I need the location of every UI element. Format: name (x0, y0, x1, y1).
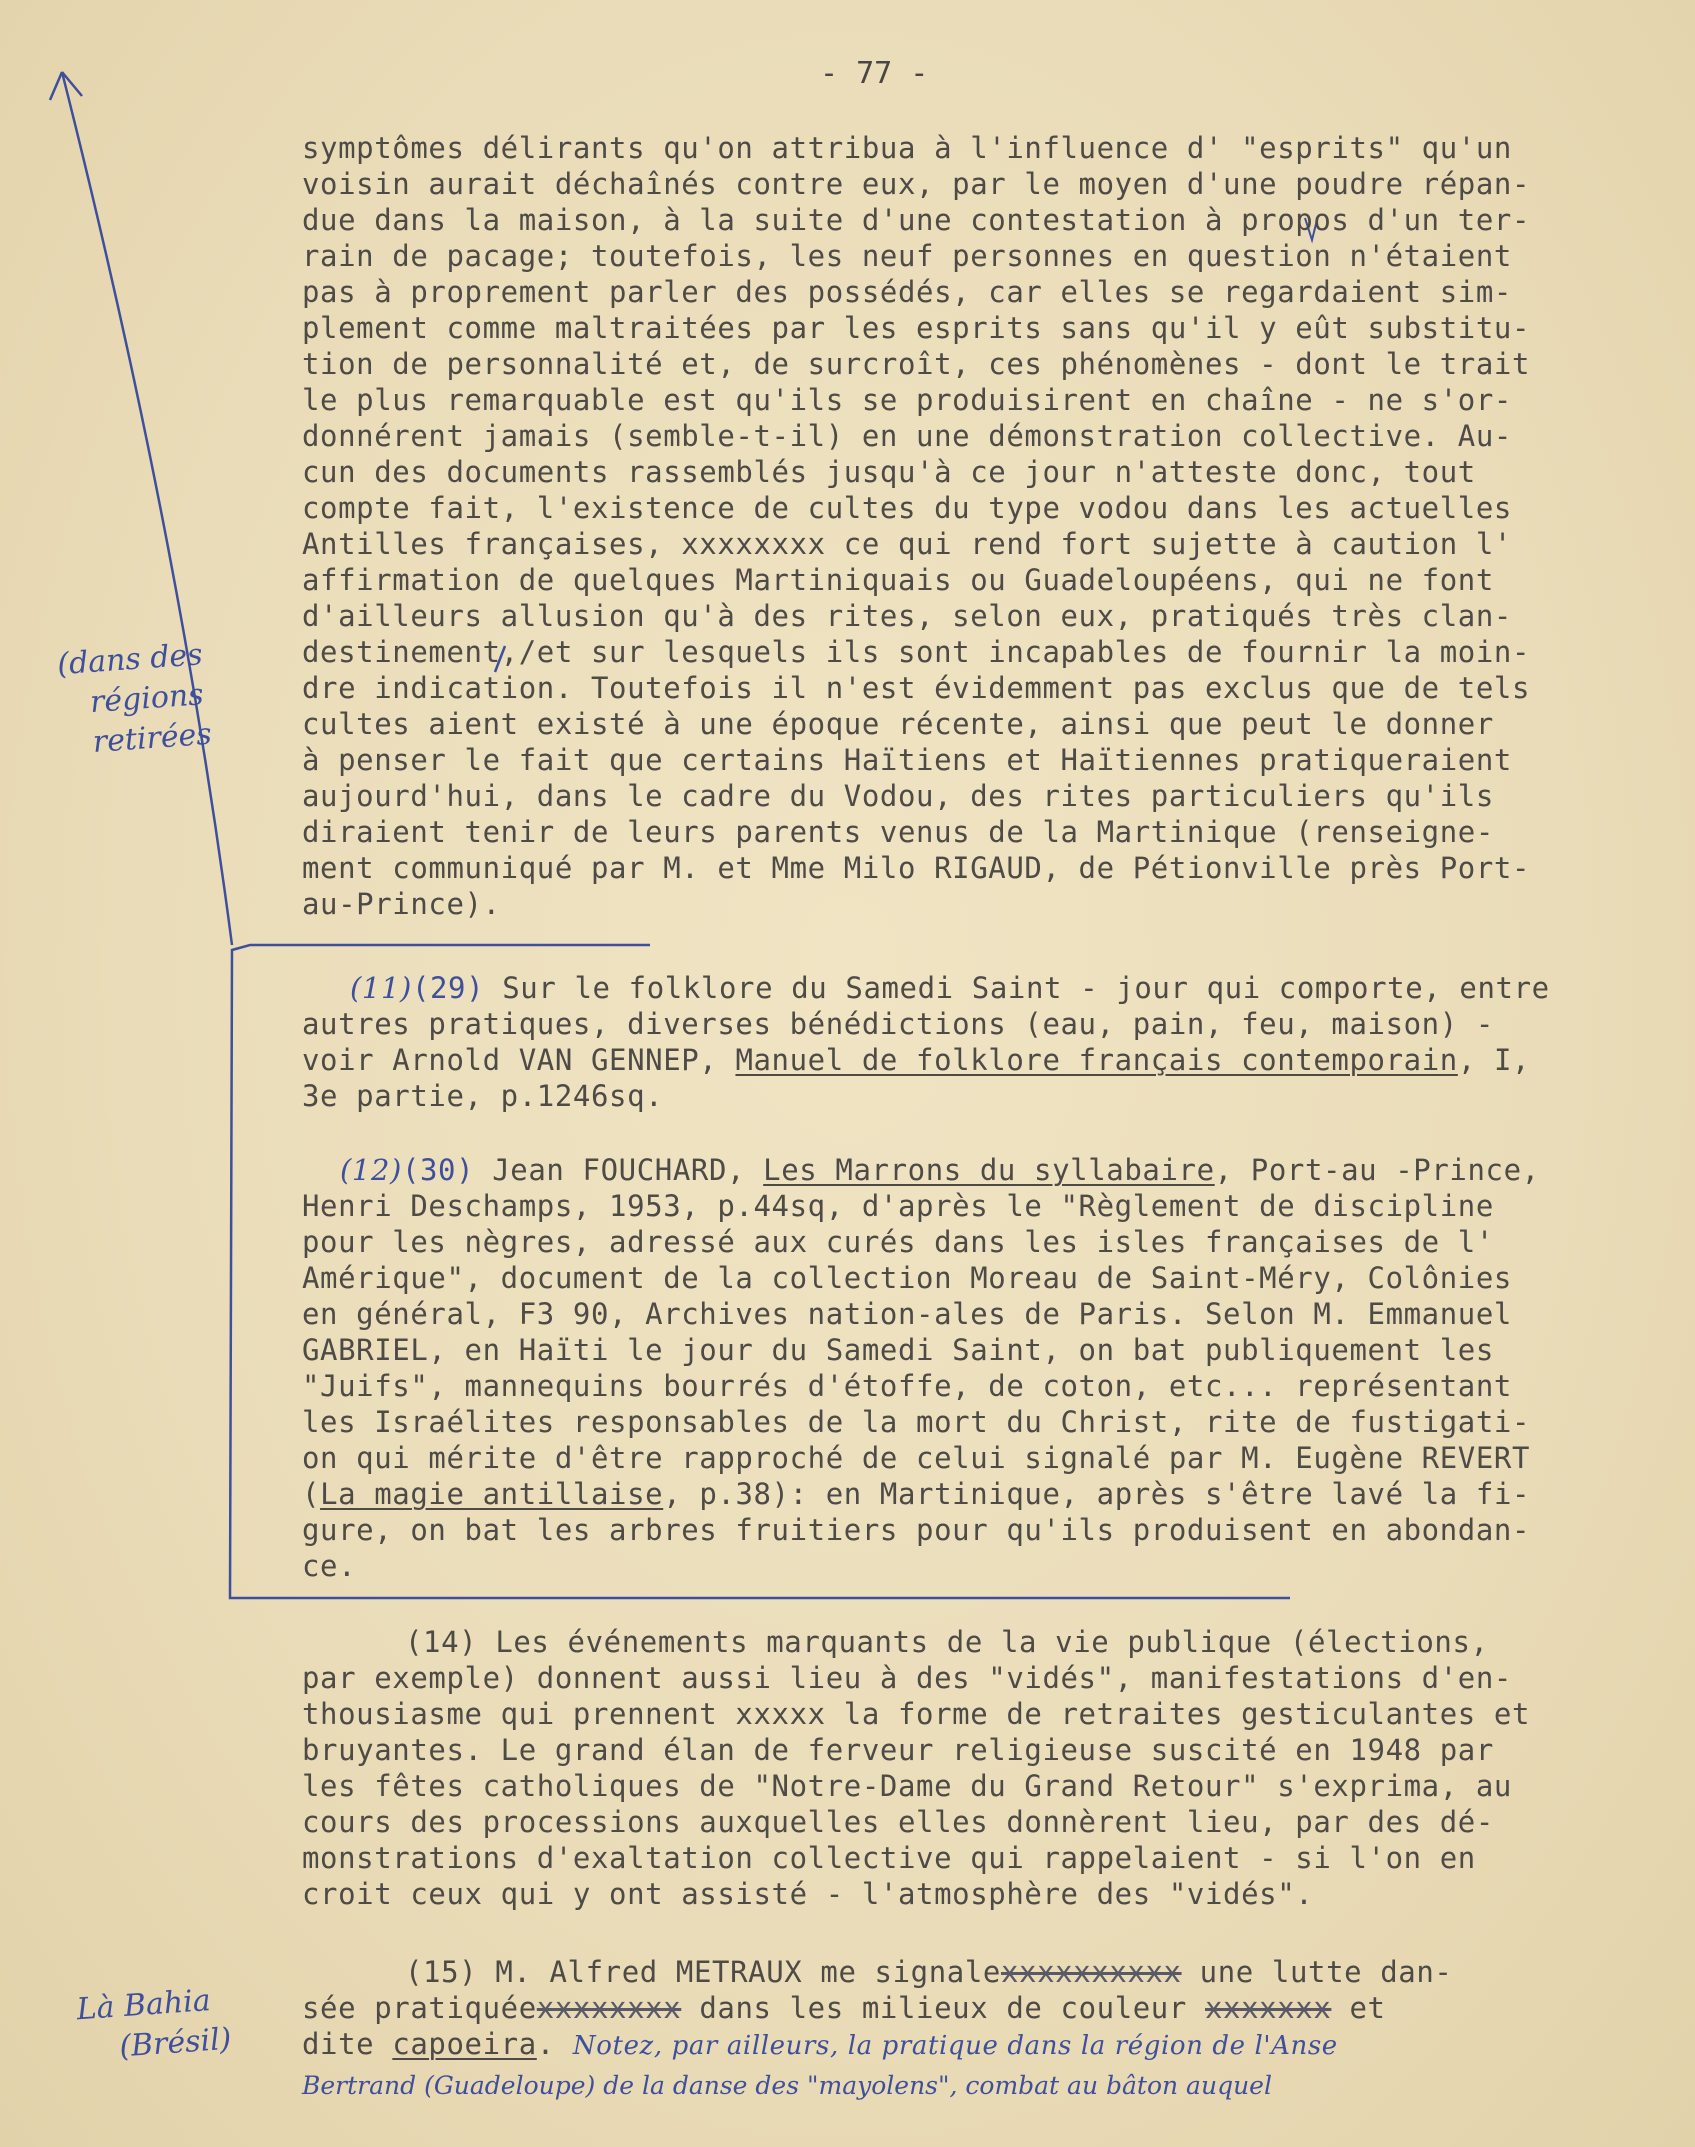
book-title: Les Marrons du syllabaire (763, 1153, 1215, 1187)
text-line: Henri Deschamps, 1953, p.44sq, d'après le "Règlement de discipline (302, 1189, 1494, 1223)
text-line: ment communiqué par M. et Mme Milo RIGAUD, de Pétionville près Port- (302, 851, 1531, 885)
handwritten-addition: Bertrand (Guadeloupe) de la danse des "mayolens", combat au bâton auquel (302, 2071, 1272, 2100)
note-number: (14) (405, 1625, 478, 1659)
text-line: "Juifs", mannequins bourrés d'étoffe, de coton, etc... représentant (302, 1369, 1512, 1403)
text-line: pas à proprement parler des possédés, car elles se regardaient sim- (302, 275, 1512, 309)
text-line: pour les nègres, adressé aux curés dans les isles françaises de l' (302, 1225, 1494, 1259)
term-capoeira: capoeira (392, 2027, 537, 2061)
text-line: compte fait, l'existence de cultes du type vodou dans les actuelles (302, 491, 1512, 525)
text-line: thousiasme qui prennent xxxxx la forme de retraites gesticulantes et (302, 1697, 1531, 1731)
note-number: (29) (411, 971, 485, 1005)
text-line: donnérent jamais (semble-t-il) en une démonstration collective. Au- (302, 419, 1512, 453)
margin-arrow (62, 72, 232, 945)
text-line: par exemple) donnent aussi lieu à des "vidés", manifestations d'en- (302, 1661, 1512, 1695)
typescript-page: - 77 - (dans des régions retirées Là Bahia (Brésil) symptômes délirants qu'on attribua à l'influence d' "esprits" qu'un voisin aurait déchaînés contre eux, par le moyen d'une poudre répan- due dans la maison, à la suite d'une contestation à propos d'un ter- rain de pacage; toutefois, les neuf personnes en question n'étaient pas à proprement parler des possédés, car elles se regardaient sim- plement comme maltraitées par les esprits sans qu'il y eût substitu- tion de personnalité et, de surcroît, ces phénomènes - dont le trait le plus remarquable est qu'ils se produisirent en chaîne - ne s'or- donnérent jamais (semble-t-il) en une démonstration collective. Au- cun des documents rassemblés jusqu'à ce jour n'atteste donc, tout compte fait, l'existence de cultes du type vodou dans les actuelles Antilles françaises, xxxxxxxx ce qui rend fort sujette à caution l' affirmation de quelques Martiniquais ou Guadeloupéens, qui ne font d'ailleurs allusion qu'à des rites, selon eux, pratiqués très clan- destinement,/et sur lesquels ils sont incapables de fournir la moin- dre indication. Toutefois il n'est évidemment pas exclus que de tels cultes aient existé à une époque récente, ainsi que peut le donner à penser le fait que certains Haïtiens et Haïtiennes pratiqueraient aujourd'hui, dans le cadre du Vodou, des rites particuliers qu'ils diraient tenir de leurs parents venus de la Martinique (renseigne- ment communiqué par M. et Mme Milo RIGAUD, de Pétionville près Port- au-Prince). (11)(29) Sur le folklore du Samedi Saint - jour qui comporte, entre autres pratiques, diverses bénédictions (eau, pain, feu, maison) - voir Arnold VAN GENNEP, Manuel de folklore français contemporain, I, 3e partie, p.1246sq. (12)(30) Jean FOUCHARD, Les Marrons du syllabaire, Port-au -Prince, Henri Deschamps, 1953, p.44sq, d'après le "Règlement de discipline pour les nègres, adressé aux curés dans les isles françaises de l' Amérique", document de la collection Moreau de Saint-Méry, Colônies en général, F3 90, Archives nation-ales de Paris. Selon M. Emmanuel GABRIEL, en Haïti le jour du Samedi Saint, on bat publiquement les "Juifs", mannequins bourrés d'étoffe, de coton, etc... représentant les Israélites responsables de la mort du Christ, rite de fustigati- on qui mérite d'être rapproché de celui signalé par M. Eugène REVERT (La magie antillaise, p.38): en Martinique, après s'être lavé la fi- gure, on bat les arbres fruitiers pour qu'ils produisent en abondan- ce. (14) Les événements marquants de la vie publique (élections, par exemple) donnent aussi lieu à des "vidés", manifestations d'en- thousiasme qui prennent xxxxx la forme de retraites gesticulantes et bruyantes. Le grand élan de ferveur religieuse suscité en 1948 par les fêtes catholiques de "Notre-Dame du Grand Retour" s'exprima, au cours des processions auxquelles elles donnèrent lieu, par des dé- monstrations d'exaltation collective qui rappelaient - si l'on en croit ceux qui y ont assisté - l'atmosphère des "vidés". (15) M. Alfred METRAUX me signalexxxxxxxxxx une lutte dan- sée pratiquéexxxxxxxx dans les milieux de couleur xxxxxxx et dite capoeira. Notez, par ailleurs, la pratique dans la région de l'Anse Bertrand (Guadeloupe) de la danse des "mayolens", combat au bâton auquel (0, 0, 1695, 2147)
text-line: monstrations d'exaltation collective qui rappelaient - si l'on en (302, 1841, 1476, 1875)
text-line: gure, on bat les arbres fruitiers pour qu'ils produisent en abondan- (302, 1513, 1531, 1547)
text-line: croit ceux qui y ont assisté - l'atmosphère des "vidés". (302, 1877, 1314, 1911)
text-line: bruyantes. Le grand élan de ferveur religieuse suscité en 1948 par (302, 1733, 1494, 1767)
text-line: Les événements marquants de la vie publique (élections, (495, 1625, 1489, 1659)
text-line: cultes aient existé à une époque récente, ainsi que peut le donner (302, 707, 1494, 741)
text-line: le plus remarquable est qu'ils se produisirent en chaîne - ne s'or- (302, 383, 1512, 417)
text-line: les Israélites responsables de la mort du Christ, rite de fustigati- (302, 1405, 1531, 1439)
text-line: les fêtes catholiques de "Notre-Dame du Grand Retour" s'exprima, au (302, 1769, 1512, 1803)
note-number: (15) (405, 1955, 478, 1989)
text-line: Sur le folklore du Samedi Saint - jour qui comporte, entre (502, 971, 1550, 1005)
text-line: ce. (302, 1549, 357, 1583)
text-line: au-Prince). (302, 887, 501, 921)
text-line: destinement,/et sur lesquels ils sont incapables de fournir la moin- (302, 635, 1531, 669)
text-line: à penser le fait que certains Haïtiens et Haïtiennes pratiqueraient (302, 743, 1512, 777)
margin-note-regions: (dans des régions retirées (56, 637, 213, 760)
text-line: GABRIEL, en Haïti le jour du Samedi Saint, on bat publiquement les (302, 1333, 1494, 1367)
text-line: voir Arnold VAN GENNEP, (302, 1043, 736, 1077)
struck-text: xxxxxxxxxx (1000, 1955, 1182, 1989)
text-line: affirmation de quelques Martiniquais ou Guadeloupéens, qui ne font (302, 563, 1494, 597)
text-line: dre indication. Toutefois il n'est évidemment pas exclus que de tels (302, 671, 1531, 705)
text-line: symptômes délirants qu'on attribua à l'influence d' "esprits" qu'un (302, 131, 1512, 165)
text-line: autres pratiques, diverses bénédictions (eau, pain, feu, maison) - (302, 1007, 1494, 1041)
text-line: cours des processions auxquelles elles donnèrent lieu, par des dé- (302, 1805, 1494, 1839)
text-line: cun des documents rassemblés jusqu'à ce jour n'atteste donc, tout (302, 455, 1476, 489)
text-line: 3e partie, p.1246sq. (302, 1079, 664, 1113)
text-line: Jean FOUCHARD, (492, 1153, 764, 1187)
struck-text: xxxxxxx (1205, 1991, 1332, 2025)
text-line: tion de personnalité et, de surcroît, ces phénomènes - dont le trait (302, 347, 1531, 381)
text-line: plement comme maltraitées par les esprits sans qu'il y eût substitu- (302, 311, 1531, 345)
page-number: - 77 - (820, 56, 929, 91)
text-line: Amérique", document de la collection Moreau de Saint-Méry, Colônies (302, 1261, 1512, 1295)
book-title: Manuel de folklore français contemporain (735, 1043, 1458, 1077)
hand-note-number: (12) (340, 1153, 402, 1187)
handwritten-addition: Notez, par ailleurs, la pratique dans la région de l'Anse (572, 2031, 1338, 2061)
text-line: on qui mérite d'être rapproché de celui signalé par M. Eugène REVERT (302, 1441, 1531, 1475)
text-line: Antilles françaises, xxxxxxxx ce qui rend fort sujette à caution l' (302, 527, 1512, 561)
text-line: due dans la maison, à la suite d'une contestation à propos d'un ter- (302, 203, 1531, 237)
hand-note-number: (11) (350, 971, 412, 1005)
text-line: aujourd'hui, dans le cadre du Vodou, des rites particuliers qu'ils (302, 779, 1494, 813)
struck-text: xxxxxxxx (536, 1991, 682, 2025)
note-number: (30) (401, 1153, 475, 1187)
text-line: d'ailleurs allusion qu'à des rites, selon eux, pratiqués très clan- (302, 599, 1512, 633)
book-title: La magie antillaise (320, 1477, 664, 1511)
text-line: rain de pacage; toutefois, les neuf personnes en question n'étaient (302, 239, 1512, 273)
text-line: diraient tenir de leurs parents venus de la Martinique (renseigne- (302, 815, 1494, 849)
text-line: voisin aurait déchaînés contre eux, par le moyen d'une poudre répan- (302, 167, 1531, 201)
text-line: en général, F3 90, Archives nation-ales de Paris. Selon M. Emmanuel (302, 1297, 1512, 1331)
margin-note-bahia: Là Bahia (Brésil) (75, 1983, 233, 2065)
